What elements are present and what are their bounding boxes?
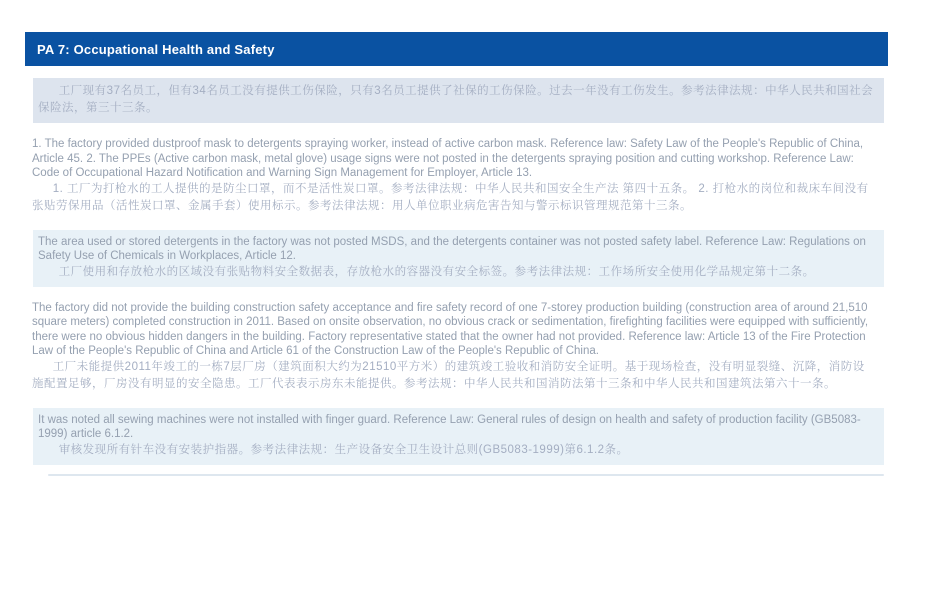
finding-text-chinese: 工厂使用和存放枪水的区域没有张贴物料安全数据表，存放枪水的容器没有安全标签。参考法律法规：工作场所安全使用化学品规定第十二条。: [58, 265, 815, 278]
finding-text-english: The factory did not provide the building construction safety acceptance and fire safety record of one 7-storey production building (construction area of around 21,510 square meters) completed construction in 2011. Based on onsite observation, no obvious crack or sedimentation, firefighting facilities were equipped with sufficiently, there were no obvious hidden dangers in the building. Factory representative stated that the owner had not provided. Reference law: Article 13 of the Fire Protection Law of the People's Republic of China and Article 61 of the Construction Law of the People's Republic of China.: [32, 301, 869, 357]
finding-text-english: It was noted all sewing machines were not installed with finger guard. Reference Law: General rules of design on health and safety of production facility (GB5083-1999) article 6.1.2.: [38, 413, 861, 440]
finding-text-english: The area used or stored detergents in the factory was not posted MSDS, and the detergents container was not posted safety label. Reference Law: Regulations on Safety Use of Chemicals in Workplaces, Article 12.: [38, 235, 866, 262]
finding-block: [32, 132, 884, 221]
finding-block: [33, 408, 884, 465]
finding-text-chinese: 工厂未能提供2011年竣工的一栋7层厂房（建筑面积大约为21510平方米）的建筑竣工验收和消防安全证明。基于现场检查，没有明显裂缝、沉降，消防设施配置足够，厂房没有明显的安全隐患。工厂代表表示房东未能提供。参考法规：中华人民共和国消防法第十三条和中华人民共和国建筑法第六十一条。: [32, 360, 865, 390]
finding-text-chinese: 工厂现有37名员工，但有34名员工没有提供工伤保险，只有3名员工提供了社保的工伤保险。过去一年没有工伤发生。参考法律法规：中华人民共和国社会保险法，第三十三条。: [38, 85, 874, 114]
finding-block: [33, 78, 884, 123]
finding-text-english: 1. The factory provided dustproof mask to detergents spraying worker, instead of active carbon mask. Reference law: Safety Law of the People's Republic of China, Article 45. 2. The PPEs (Active carbon mask, metal glove) usage signs were not posted in the detergents spraying position and cutting workshop. Reference Law: Code of Occupational Hazard Notification and Warning Sign Management for Employer, Article 13.: [32, 138, 864, 179]
bottom-divider: [48, 474, 884, 476]
section-title: PA 7: Occupational Health and Safety: [37, 41, 275, 57]
findings-list: [25, 78, 888, 465]
audit-report-page: [25, 32, 888, 476]
finding-block: [33, 230, 884, 287]
section-header-bar: [25, 32, 888, 66]
finding-block: [32, 296, 884, 399]
finding-text-chinese: 审核发现所有针车没有安装护指器。参考法律法规：生产设备安全卫生设计总则(GB5083-1999)第6.1.2条。: [58, 443, 629, 456]
finding-text-chinese: 1. 工厂为打枪水的工人提供的是防尘口罩，而不是活性炭口罩。参考法律法规：中华人民共和国安全生产法 第四十五条。 2. 打枪水的岗位和裁床车间没有张贴劳保用品（活性炭口罩、金属手套）使用标示。参考法律法规：用人单位职业病危害告知与警示标识管理规范第十三条。: [32, 182, 869, 212]
